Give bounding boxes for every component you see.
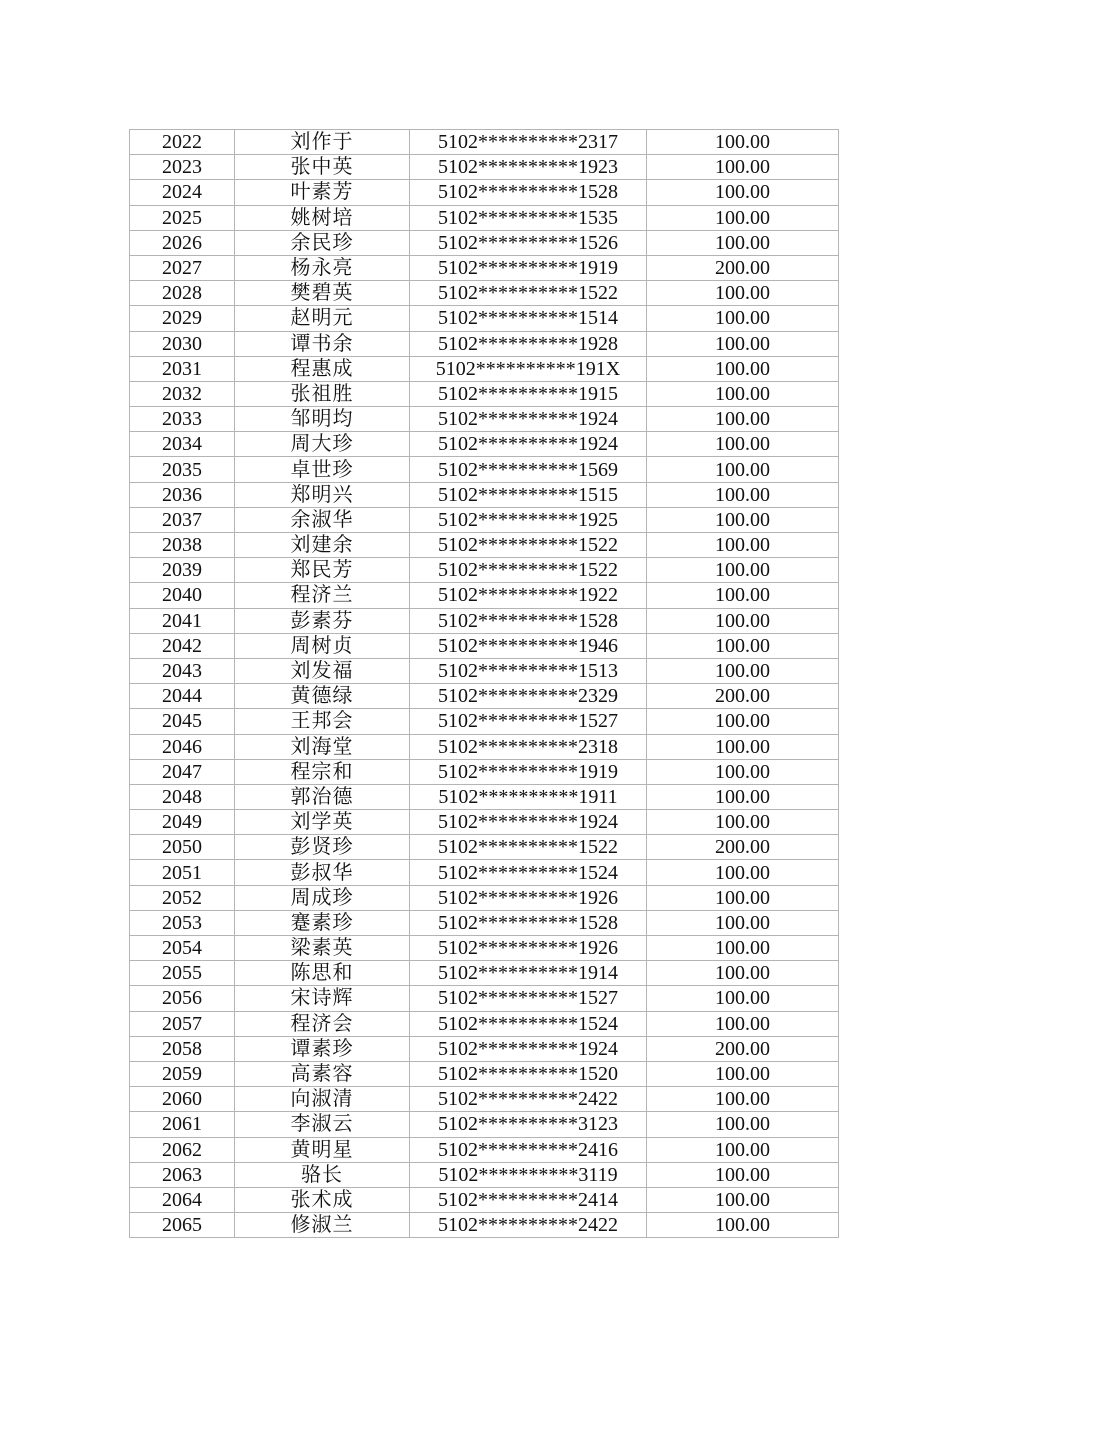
amount-cell: 100.00	[647, 759, 839, 784]
name-cell: 刘作于	[235, 130, 410, 155]
amount-cell: 100.00	[647, 432, 839, 457]
id-number-cell: 5102**********1520	[410, 1061, 647, 1086]
amount-cell: 100.00	[647, 533, 839, 558]
roster-table	[129, 129, 839, 1238]
table-row	[130, 432, 839, 457]
name-cell: 蹇素珍	[235, 910, 410, 935]
table-row	[130, 961, 839, 986]
amount-cell: 100.00	[647, 205, 839, 230]
serial-number-cell: 2024	[130, 180, 235, 205]
amount-cell: 100.00	[647, 936, 839, 961]
name-cell: 高素容	[235, 1061, 410, 1086]
id-number-cell: 5102**********1919	[410, 759, 647, 784]
name-cell: 张术成	[235, 1187, 410, 1212]
id-number-cell: 5102**********1924	[410, 810, 647, 835]
amount-cell: 100.00	[647, 1011, 839, 1036]
amount-cell: 100.00	[647, 381, 839, 406]
serial-number-cell: 2040	[130, 583, 235, 608]
id-number-cell: 5102**********1513	[410, 658, 647, 683]
serial-number-cell: 2027	[130, 255, 235, 280]
table-row	[130, 734, 839, 759]
serial-number-cell: 2062	[130, 1137, 235, 1162]
amount-cell: 100.00	[647, 583, 839, 608]
amount-cell: 200.00	[647, 1036, 839, 1061]
name-cell: 谭素珍	[235, 1036, 410, 1061]
table-row	[130, 155, 839, 180]
serial-number-cell: 2035	[130, 457, 235, 482]
serial-number-cell: 2031	[130, 356, 235, 381]
name-cell: 修淑兰	[235, 1213, 410, 1238]
amount-cell: 100.00	[647, 306, 839, 331]
serial-number-cell: 2028	[130, 281, 235, 306]
name-cell: 张中英	[235, 155, 410, 180]
id-number-cell: 5102**********1946	[410, 633, 647, 658]
serial-number-cell: 2029	[130, 306, 235, 331]
table-row	[130, 356, 839, 381]
id-number-cell: 5102**********1915	[410, 381, 647, 406]
serial-number-cell: 2061	[130, 1112, 235, 1137]
name-cell: 郭治德	[235, 784, 410, 809]
table-row	[130, 583, 839, 608]
name-cell: 郑民芳	[235, 558, 410, 583]
serial-number-cell: 2048	[130, 784, 235, 809]
table-row	[130, 936, 839, 961]
id-number-cell: 5102**********2416	[410, 1137, 647, 1162]
id-number-cell: 5102**********1522	[410, 533, 647, 558]
id-number-cell: 5102**********1522	[410, 835, 647, 860]
amount-cell: 100.00	[647, 810, 839, 835]
amount-cell: 100.00	[647, 784, 839, 809]
serial-number-cell: 2047	[130, 759, 235, 784]
amount-cell: 200.00	[647, 835, 839, 860]
serial-number-cell: 2045	[130, 709, 235, 734]
table-row	[130, 709, 839, 734]
table-row	[130, 205, 839, 230]
amount-cell: 100.00	[647, 407, 839, 432]
id-number-cell: 5102**********1924	[410, 432, 647, 457]
name-cell: 陈思和	[235, 961, 410, 986]
amount-cell: 200.00	[647, 684, 839, 709]
id-number-cell: 5102**********1926	[410, 936, 647, 961]
name-cell: 余民珍	[235, 230, 410, 255]
serial-number-cell: 2063	[130, 1162, 235, 1187]
serial-number-cell: 2025	[130, 205, 235, 230]
table-row	[130, 1061, 839, 1086]
serial-number-cell: 2056	[130, 986, 235, 1011]
amount-cell: 100.00	[647, 1061, 839, 1086]
serial-number-cell: 2058	[130, 1036, 235, 1061]
serial-number-cell: 2039	[130, 558, 235, 583]
serial-number-cell: 2059	[130, 1061, 235, 1086]
serial-number-cell: 2050	[130, 835, 235, 860]
table-row	[130, 759, 839, 784]
serial-number-cell: 2022	[130, 130, 235, 155]
id-number-cell: 5102**********2422	[410, 1087, 647, 1112]
serial-number-cell: 2064	[130, 1187, 235, 1212]
serial-number-cell: 2065	[130, 1213, 235, 1238]
name-cell: 黄德绿	[235, 684, 410, 709]
table-row	[130, 986, 839, 1011]
name-cell: 郑明兴	[235, 482, 410, 507]
amount-cell: 100.00	[647, 633, 839, 658]
amount-cell: 100.00	[647, 155, 839, 180]
id-number-cell: 5102**********1926	[410, 885, 647, 910]
name-cell: 王邦会	[235, 709, 410, 734]
name-cell: 宋诗辉	[235, 986, 410, 1011]
name-cell: 向淑清	[235, 1087, 410, 1112]
amount-cell: 100.00	[647, 130, 839, 155]
table-row	[130, 1036, 839, 1061]
amount-cell: 100.00	[647, 961, 839, 986]
id-number-cell: 5102**********1922	[410, 583, 647, 608]
amount-cell: 100.00	[647, 1112, 839, 1137]
name-cell: 樊碧英	[235, 281, 410, 306]
serial-number-cell: 2038	[130, 533, 235, 558]
name-cell: 赵明元	[235, 306, 410, 331]
table-row	[130, 558, 839, 583]
table-row	[130, 306, 839, 331]
name-cell: 余淑华	[235, 507, 410, 532]
id-number-cell: 5102**********1528	[410, 608, 647, 633]
serial-number-cell: 2051	[130, 860, 235, 885]
table-row	[130, 684, 839, 709]
id-number-cell: 5102**********191X	[410, 356, 647, 381]
id-number-cell: 5102**********2414	[410, 1187, 647, 1212]
amount-cell: 100.00	[647, 910, 839, 935]
id-number-cell: 5102**********1914	[410, 961, 647, 986]
table-row	[130, 1011, 839, 1036]
table-row	[130, 910, 839, 935]
serial-number-cell: 2042	[130, 633, 235, 658]
serial-number-cell: 2049	[130, 810, 235, 835]
serial-number-cell: 2041	[130, 608, 235, 633]
amount-cell: 100.00	[647, 1187, 839, 1212]
serial-number-cell: 2037	[130, 507, 235, 532]
table-row	[130, 860, 839, 885]
table-row	[130, 1137, 839, 1162]
table-row	[130, 784, 839, 809]
serial-number-cell: 2044	[130, 684, 235, 709]
id-number-cell: 5102**********1514	[410, 306, 647, 331]
amount-cell: 100.00	[647, 507, 839, 532]
serial-number-cell: 2036	[130, 482, 235, 507]
id-number-cell: 5102**********1535	[410, 205, 647, 230]
amount-cell: 100.00	[647, 608, 839, 633]
name-cell: 彭贤珍	[235, 835, 410, 860]
id-number-cell: 5102**********1924	[410, 407, 647, 432]
id-number-cell: 5102**********1524	[410, 860, 647, 885]
table-row	[130, 1162, 839, 1187]
id-number-cell: 5102**********2422	[410, 1213, 647, 1238]
name-cell: 卓世珍	[235, 457, 410, 482]
amount-cell: 200.00	[647, 255, 839, 280]
serial-number-cell: 2057	[130, 1011, 235, 1036]
table-row	[130, 810, 839, 835]
id-number-cell: 5102**********3123	[410, 1112, 647, 1137]
name-cell: 程宗和	[235, 759, 410, 784]
table-row	[130, 658, 839, 683]
table-row	[130, 130, 839, 155]
id-number-cell: 5102**********3119	[410, 1162, 647, 1187]
id-number-cell: 5102**********1522	[410, 558, 647, 583]
id-number-cell: 5102**********2317	[410, 130, 647, 155]
amount-cell: 100.00	[647, 734, 839, 759]
name-cell: 叶素芳	[235, 180, 410, 205]
id-number-cell: 5102**********1524	[410, 1011, 647, 1036]
id-number-cell: 5102**********1526	[410, 230, 647, 255]
table-row	[130, 230, 839, 255]
table-row	[130, 608, 839, 633]
serial-number-cell: 2046	[130, 734, 235, 759]
serial-number-cell: 2055	[130, 961, 235, 986]
amount-cell: 100.00	[647, 860, 839, 885]
serial-number-cell: 2060	[130, 1087, 235, 1112]
table-row	[130, 180, 839, 205]
table-row	[130, 331, 839, 356]
table-row	[130, 281, 839, 306]
name-cell: 周树贞	[235, 633, 410, 658]
amount-cell: 100.00	[647, 180, 839, 205]
id-number-cell: 5102**********2318	[410, 734, 647, 759]
serial-number-cell: 2054	[130, 936, 235, 961]
name-cell: 杨永亮	[235, 255, 410, 280]
id-number-cell: 5102**********1911	[410, 784, 647, 809]
document-page	[129, 129, 839, 1238]
serial-number-cell: 2030	[130, 331, 235, 356]
name-cell: 刘建余	[235, 533, 410, 558]
amount-cell: 100.00	[647, 1137, 839, 1162]
id-number-cell: 5102**********1923	[410, 155, 647, 180]
name-cell: 谭书余	[235, 331, 410, 356]
table-row	[130, 457, 839, 482]
table-row	[130, 1213, 839, 1238]
name-cell: 刘海堂	[235, 734, 410, 759]
amount-cell: 100.00	[647, 457, 839, 482]
table-row	[130, 1187, 839, 1212]
amount-cell: 100.00	[647, 986, 839, 1011]
table-row	[130, 885, 839, 910]
id-number-cell: 5102**********1527	[410, 709, 647, 734]
amount-cell: 100.00	[647, 885, 839, 910]
serial-number-cell: 2043	[130, 658, 235, 683]
name-cell: 姚树培	[235, 205, 410, 230]
name-cell: 黄明星	[235, 1137, 410, 1162]
name-cell: 骆长	[235, 1162, 410, 1187]
table-row	[130, 255, 839, 280]
roster-table-body	[130, 130, 839, 1238]
id-number-cell: 5102**********1528	[410, 910, 647, 935]
name-cell: 刘学英	[235, 810, 410, 835]
table-row	[130, 381, 839, 406]
table-row	[130, 633, 839, 658]
id-number-cell: 5102**********1569	[410, 457, 647, 482]
table-row	[130, 1087, 839, 1112]
serial-number-cell: 2033	[130, 407, 235, 432]
amount-cell: 100.00	[647, 331, 839, 356]
table-row	[130, 533, 839, 558]
id-number-cell: 5102**********1522	[410, 281, 647, 306]
amount-cell: 100.00	[647, 482, 839, 507]
amount-cell: 100.00	[647, 1162, 839, 1187]
serial-number-cell: 2053	[130, 910, 235, 935]
serial-number-cell: 2026	[130, 230, 235, 255]
name-cell: 周大珍	[235, 432, 410, 457]
table-row	[130, 507, 839, 532]
amount-cell: 100.00	[647, 1213, 839, 1238]
name-cell: 程惠成	[235, 356, 410, 381]
amount-cell: 100.00	[647, 356, 839, 381]
id-number-cell: 5102**********1925	[410, 507, 647, 532]
name-cell: 彭素芬	[235, 608, 410, 633]
name-cell: 李淑云	[235, 1112, 410, 1137]
name-cell: 程济兰	[235, 583, 410, 608]
name-cell: 程济会	[235, 1011, 410, 1036]
name-cell: 梁素英	[235, 936, 410, 961]
table-row	[130, 1112, 839, 1137]
id-number-cell: 5102**********1528	[410, 180, 647, 205]
amount-cell: 100.00	[647, 230, 839, 255]
amount-cell: 100.00	[647, 658, 839, 683]
id-number-cell: 5102**********2329	[410, 684, 647, 709]
name-cell: 张祖胜	[235, 381, 410, 406]
name-cell: 周成珍	[235, 885, 410, 910]
name-cell: 彭叔华	[235, 860, 410, 885]
table-row	[130, 482, 839, 507]
id-number-cell: 5102**********1924	[410, 1036, 647, 1061]
serial-number-cell: 2023	[130, 155, 235, 180]
id-number-cell: 5102**********1527	[410, 986, 647, 1011]
serial-number-cell: 2034	[130, 432, 235, 457]
name-cell: 邹明均	[235, 407, 410, 432]
id-number-cell: 5102**********1928	[410, 331, 647, 356]
amount-cell: 100.00	[647, 281, 839, 306]
amount-cell: 100.00	[647, 709, 839, 734]
amount-cell: 100.00	[647, 1087, 839, 1112]
amount-cell: 100.00	[647, 558, 839, 583]
id-number-cell: 5102**********1515	[410, 482, 647, 507]
table-row	[130, 407, 839, 432]
table-row	[130, 835, 839, 860]
id-number-cell: 5102**********1919	[410, 255, 647, 280]
serial-number-cell: 2052	[130, 885, 235, 910]
name-cell: 刘发福	[235, 658, 410, 683]
serial-number-cell: 2032	[130, 381, 235, 406]
